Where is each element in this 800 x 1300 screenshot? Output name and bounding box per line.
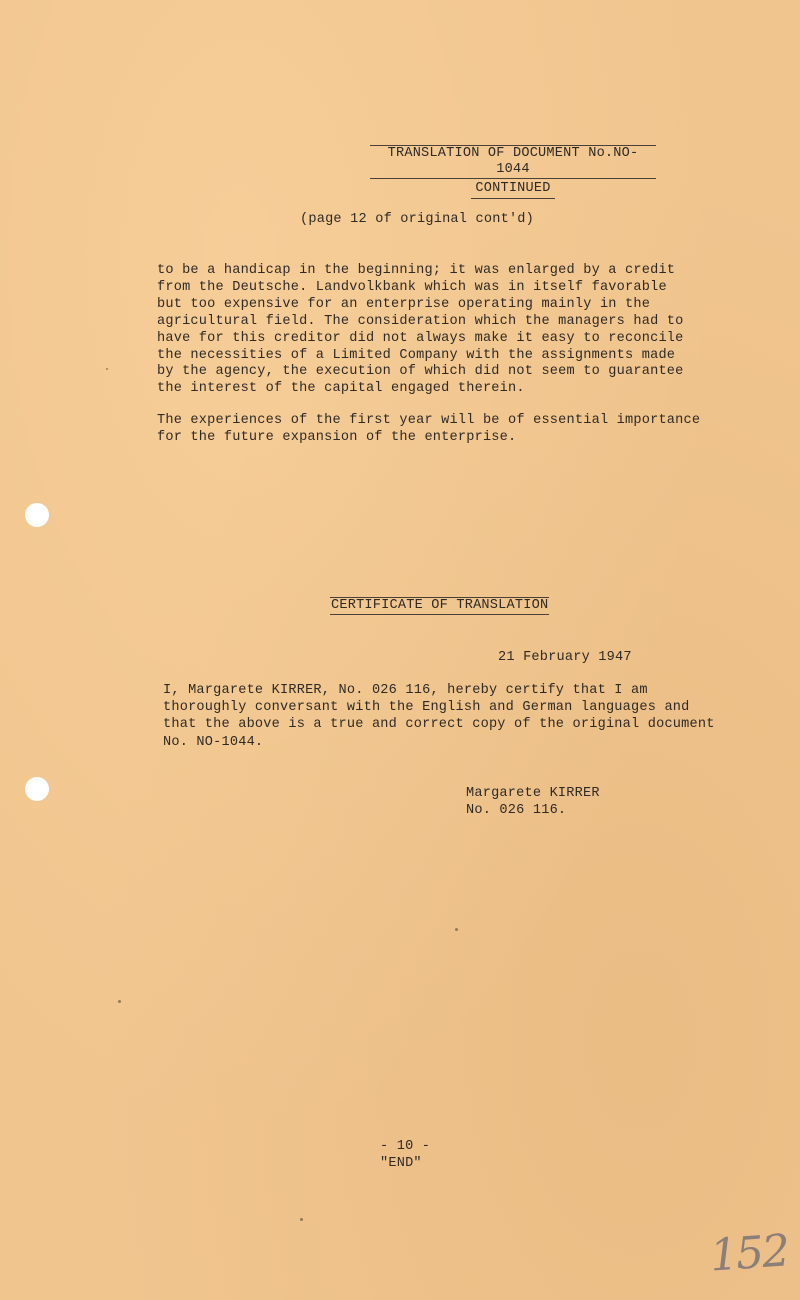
certificate-heading: CERTIFICATE OF TRANSLATION [331,598,549,613]
body-paragraph-1: to be a handicap in the beginning; it was enlarged by a credit from the Deutsche. Landvolkbank which was in itself favorable but too expensive for an enterprise operating mainly in the agricultural field. The consideration which the managers had to have for this creditor did not always make it easy to reconcile the necessities of a Limited Company with the assignments made by the agency, the execution of which did not seem to guarantee the interest of the capital engaged therein. [157,263,684,397]
title-underline [370,178,656,179]
punch-hole-icon [25,777,49,801]
paper-speck [300,1218,303,1221]
paper-speck [455,928,458,931]
punch-hole-icon [25,503,49,527]
page-reference: (page 12 of original cont'd) [300,212,535,227]
document-title-block [370,145,656,199]
translator-signature: Margarete KIRRER No. 026 116. [466,786,600,818]
certificate-date: 21 February 1947 [498,650,632,665]
handwritten-page-mark: 152 [708,1225,790,1282]
paper-speck [106,368,108,370]
body-paragraph-2: The experiences of the first year will be of essential importance for the future expansion of the enterprise. [157,413,701,445]
document-subtitle: CONTINUED [471,181,554,199]
document-title: TRANSLATION OF DOCUMENT No.NO-1044 [370,145,656,179]
certificate-text: I, Margarete KIRRER, No. 026 116, hereby certify that I am thoroughly conversant with the English and German languages and that the above is a true and correct copy of the original document No. NO-1044. [163,683,715,750]
page-number: - 10 - [380,1139,431,1154]
end-mark: "END" [380,1156,422,1171]
paper-speck [118,1000,121,1003]
